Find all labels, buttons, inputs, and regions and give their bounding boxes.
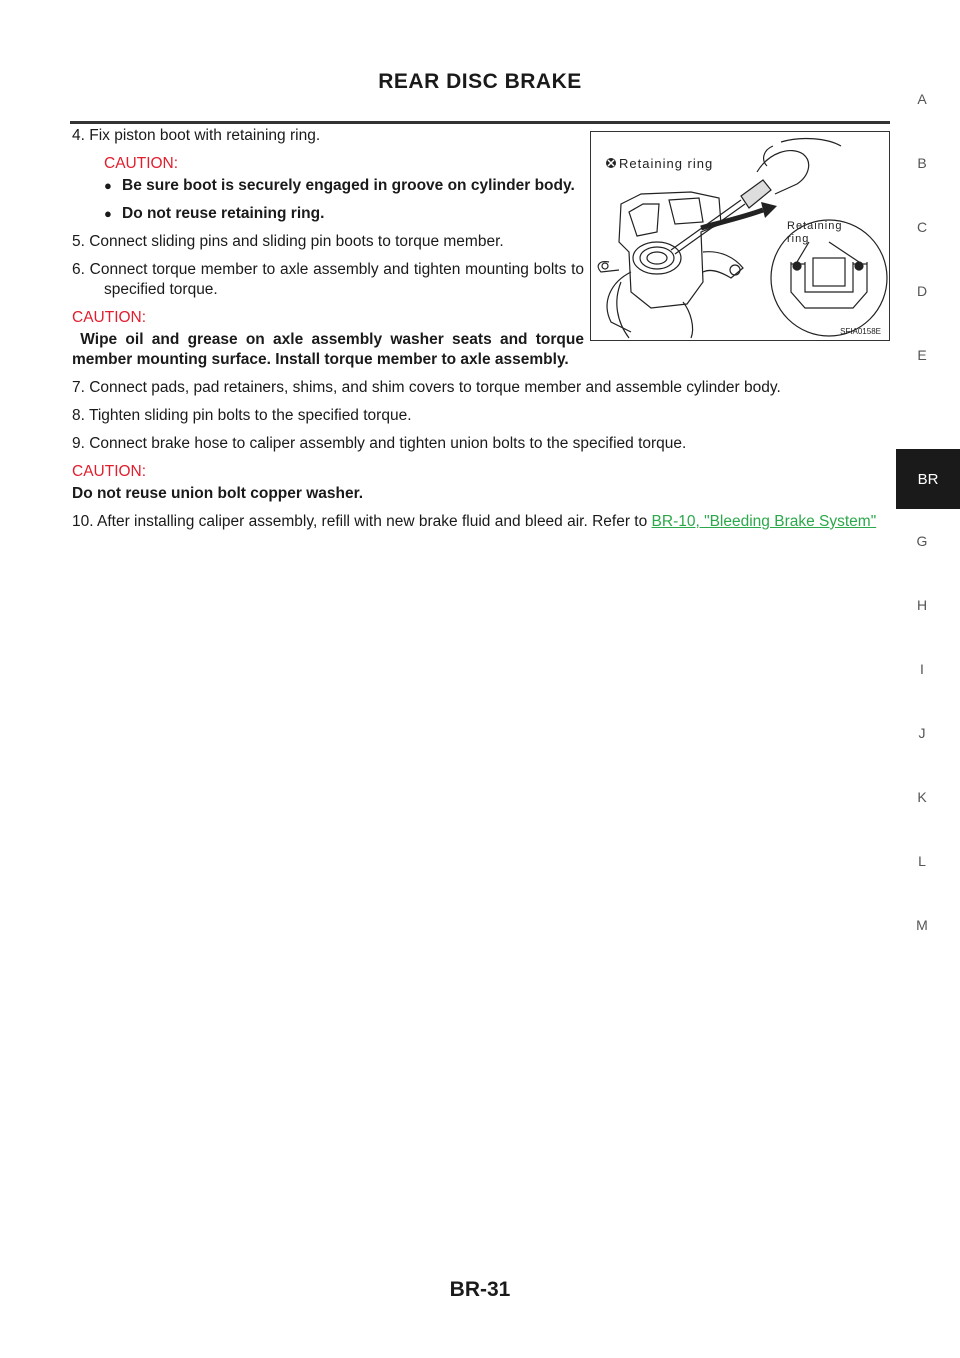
step-6: 6. Connect torque member to axle assembly and tighten mounting bolts to specified torque.: [72, 261, 584, 298]
caution-label-step-6: CAUTION:: [72, 309, 147, 326]
step-8: 8. Tighten sliding pin bolts to the specified torque.: [72, 407, 412, 424]
procedure-content: [72, 126, 890, 540]
caution-item: ● Be sure boot is securely engaged in groove on cylinder body.: [104, 177, 575, 194]
sidebar-letter-k[interactable]: K: [917, 789, 927, 805]
sidebar-letter-h[interactable]: H: [916, 597, 928, 613]
step-10: 10. After installing caliper assembly, refill with new brake fluid and bleed air. Refer to BR-10, "Bleeding Brake System": [72, 513, 877, 530]
step-9: 9. Connect brake hose to caliper assembly and tighten union bolts to the specified torque.: [72, 435, 687, 452]
sidebar-letter-e[interactable]: E: [917, 347, 927, 363]
caution-list-step-4: [72, 176, 584, 224]
caution-label-step-9: CAUTION:: [72, 463, 147, 480]
bleeding-brake-system-link[interactable]: BR-10, "Bleeding Brake System": [651, 513, 877, 530]
sidebar-letter-l[interactable]: L: [918, 853, 926, 869]
figure-code: SFIA0158E: [840, 327, 881, 336]
caution-label-step-4: CAUTION:: [104, 155, 179, 172]
caution-text-step-6: Wipe oil and grease on axle assembly washer seats and torque member mounting surface. Install torque member to axle assembly.: [72, 331, 584, 368]
step-5: 5. Connect sliding pins and sliding pin boots to torque member.: [72, 233, 504, 250]
sidebar-letter-a[interactable]: A: [917, 91, 927, 107]
page-number: BR-31: [449, 1278, 511, 1301]
page-header-title: REAR DISC BRAKE: [378, 70, 582, 93]
figure-label-retaining-ring: Retaining ring: [619, 156, 714, 171]
sidebar-letter-c[interactable]: C: [916, 219, 928, 235]
sidebar-letter-i[interactable]: I: [920, 661, 924, 677]
sidebar-letter-j[interactable]: J: [918, 725, 926, 741]
sidebar-letter-b[interactable]: B: [917, 155, 927, 171]
figure-sublabel-retaining-ring: Retaining ring: [787, 220, 843, 245]
sidebar-letter-g[interactable]: G: [916, 533, 928, 549]
sidebar-tab-br[interactable]: BR: [896, 449, 960, 509]
caution-text-step-9: Do not reuse union bolt copper washer.: [72, 485, 364, 502]
header-rule: [70, 121, 890, 124]
sidebar-letter-m[interactable]: M: [916, 917, 928, 933]
step-7: 7. Connect pads, pad retainers, shims, and shim covers to torque member and assemble cylinder body.: [72, 379, 781, 396]
sidebar-letter-d[interactable]: D: [916, 283, 928, 299]
narrow-column: [72, 126, 584, 370]
caution-item: ● Do not reuse retaining ring.: [104, 205, 325, 222]
step-4: 4. Fix piston boot with retaining ring.: [72, 127, 321, 144]
